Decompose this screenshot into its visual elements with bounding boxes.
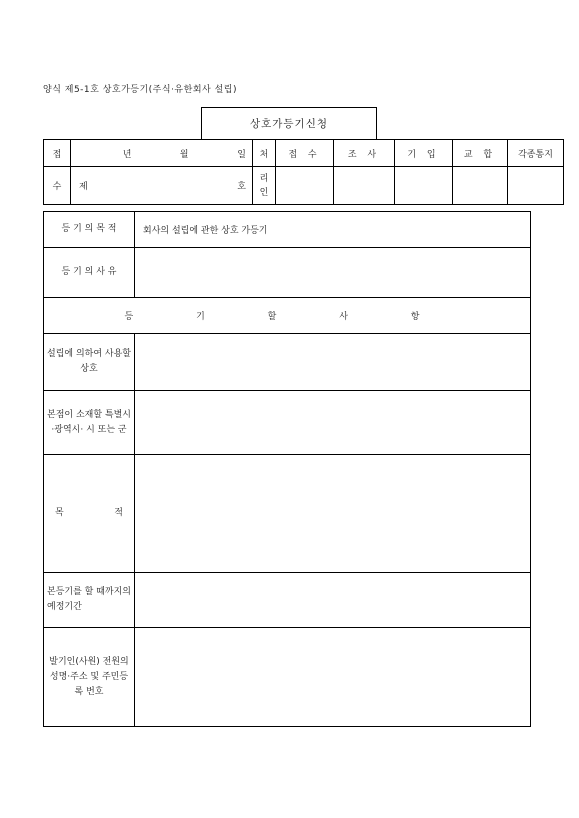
processing-col-collation: 교 합 [453,140,508,167]
receipt-number-blank[interactable] [136,167,193,205]
stamp-notice-cell[interactable] [508,167,564,205]
processing-col-entry: 기 입 [395,140,453,167]
processing-label-top: 처 [253,140,276,167]
processing-label-mid-text: 리 [259,173,269,184]
receipt-label-bottom: 수 [44,167,71,205]
receipt-year-label: 년 [71,140,136,167]
receipt-month-label: 월 [136,140,193,167]
cause-label: 등 기 의 사 유 [44,248,135,298]
head-office-label: 본점이 소재할 특별시·광역시· 시 또는 군 [44,391,135,455]
processing-col-investigate: 조 사 [334,140,395,167]
receipt-label-top: 접 [44,140,71,167]
stamp-collation-cell[interactable] [453,167,508,205]
processing-col-notice: 각종통지 [508,140,564,167]
objective-label-wrap [47,506,131,521]
promoters-label: 발기인(사원) 전원의 성명·주소 및 주민등록 번호 [44,628,135,727]
processing-label-bottom [253,167,276,205]
purpose-value[interactable]: 회사의 설립에 관한 상호 가등기 [135,212,531,248]
trade-name-label: 설립에 의하여 사용할 상호 [44,334,135,391]
purpose-label: 등 기 의 목 적 [44,212,135,248]
trade-name-value[interactable] [135,334,531,391]
period-label: 본등기를 할 때까지의 예정기간 [44,573,135,628]
form-title: 상호가등기신청 [201,107,377,139]
promoters-value[interactable] [135,628,531,727]
objective-value[interactable] [135,455,531,573]
receipt-day-label: 일 [193,140,253,167]
objective-label [44,455,135,573]
receipt-number-suffix: 호 [193,167,253,205]
objective-label-1: 목 [55,508,64,518]
head-office-value[interactable] [135,391,531,455]
receipt-table [43,139,564,205]
section-header: 등 기 할 사 항 [44,298,531,334]
period-value[interactable] [135,573,531,628]
cause-value[interactable] [135,248,531,298]
receipt-number-prefix: 제 [71,167,136,205]
objective-label-2: 적 [114,508,123,518]
processing-label-bottom-text: 인 [259,187,269,198]
application-table [43,211,531,727]
stamp-receive-cell[interactable] [276,167,334,205]
processing-col-receive: 접 수 [276,140,334,167]
stamp-entry-cell[interactable] [395,167,453,205]
stamp-investigate-cell[interactable] [334,167,395,205]
form-number-label: 양식 제5-1호 상호가등기(주식·유한회사 설립) [43,85,237,95]
